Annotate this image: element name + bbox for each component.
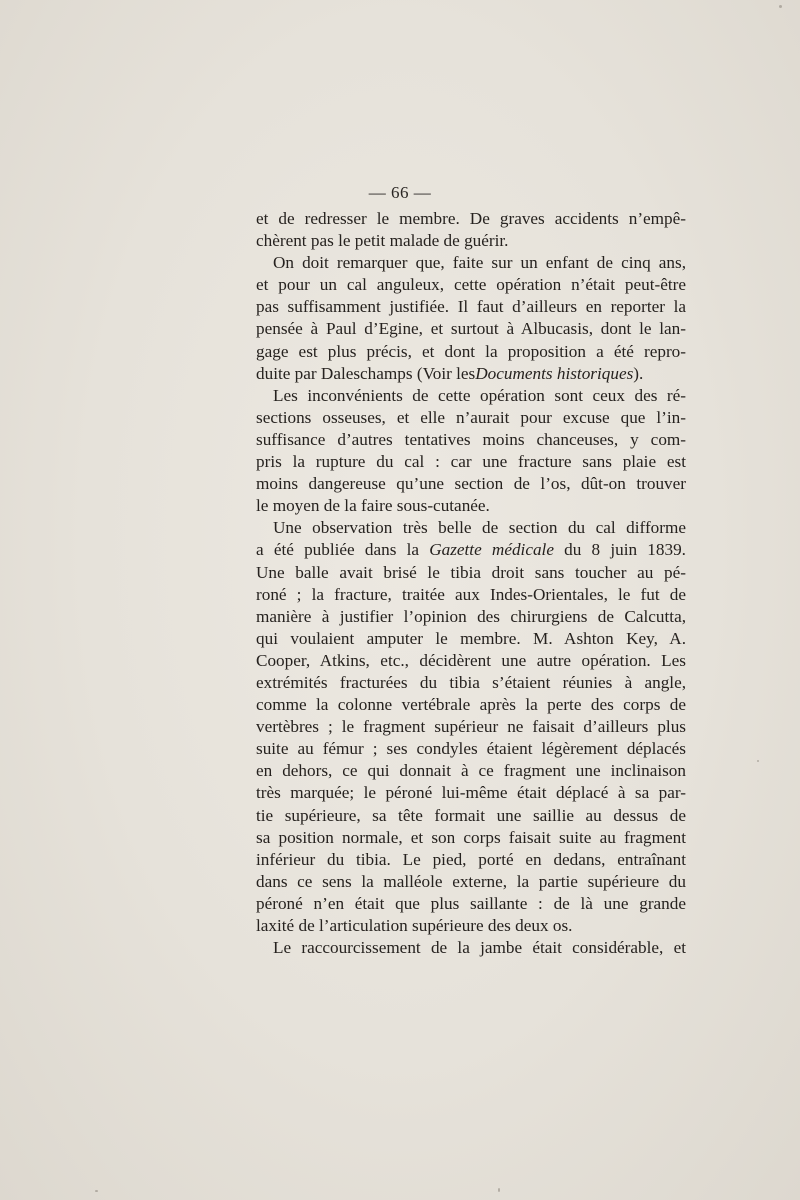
body-text [256,208,686,959]
text-line: sections osseuses, et elle n’aurait pour excuse que l’in- [256,407,686,427]
text-line: manière à justifier l’opinion des chirurgiens de Calcutta, [256,606,686,626]
paper-speck [498,1188,500,1192]
text-line: extrémités fracturées du tibia s’étaient réunies à angle, [256,672,686,692]
text-line: vertèbres ; le fragment supérieur ne faisait d’ailleurs plus [256,717,686,737]
text-line: pas suffisamment justifiée. Il faut d’ailleurs en reporter la [256,297,686,317]
page-number: — 66 — [368,183,432,202]
text-line: Le raccourcissement de la jambe était considérable, et [273,938,686,958]
text-line: pensée à Paul d’Egine, et surtout à Albucasis, dont le lan- [256,319,686,339]
text-segment: a été publiée dans la [256,540,430,560]
paper-speck [95,1190,98,1192]
text-line: très marquée; le péroné lui-même était déplacé à sa par- [256,783,686,803]
text-line: Les inconvénients de cette opération sont ceux des ré- [273,385,686,405]
text-line [256,539,686,561]
text-line: Une balle avait brisé le tibia droit sans toucher au pé- [256,562,686,582]
text-line: le moyen de la faire sous-cutanée. [256,496,490,516]
text-line: suffisance d’autres tentatives moins chanceuses, y com- [256,429,686,449]
text-line: Une observation très belle de section du cal difforme [273,518,686,538]
text-line: laxité de l’articulation supérieure des deux os. [256,916,573,935]
text-line: inférieur du tibia. Le pied, porté en dedans, entraînant [256,849,686,869]
text-line: pris la rupture du cal : car une fracture sans plaie est [256,452,686,472]
text-line: chèrent pas le petit malade de guérir. [256,231,509,251]
text-line: comme la colonne vertébrale après la perte des corps de [256,695,686,715]
text-line: suite au fémur ; ses condyles étaient légèrement déplacés [256,739,686,759]
text-line: qui voulaient amputer le membre. M. Ashton Key, A. [256,628,686,648]
italic-title: Gazette médicale [429,540,554,560]
text-line: gage est plus précis, et dont la proposition a été repro- [256,341,686,361]
text-line: péroné n’en était que plus saillante : de là une grande [256,893,686,913]
text-segment: ). [633,363,644,383]
text-line: en dehors, ce qui donnait à ce fragment une inclinaison [256,761,686,781]
text-segment: du 8 juin 1839. [553,540,686,560]
text-line: tie supérieure, sa tête formait une saillie au dessus de [256,805,686,825]
italic-title: Documents historiques [475,363,634,383]
text-line: dans ce sens la malléole externe, la partie supérieure du [256,871,686,891]
paper-speck [757,760,759,762]
text-line: et pour un cal anguleux, cette opération n’était peut-être [256,275,686,295]
paper-speck [779,5,782,8]
text-line: roné ; la fracture, traitée aux Indes-Orientales, le fut de [256,584,686,604]
text-line: et de redresser le membre. De graves accidents n’empê- [256,209,686,228]
text-line [256,363,686,385]
text-line: sa position normale, et son corps faisait suite au fragment [256,827,686,847]
text-line: moins dangereuse qu’une section de l’os, dût-on trouver [256,474,686,494]
text-segment: duite par Daleschamps (Voir les [256,363,476,383]
text-line: On doit remarquer que, faite sur un enfant de cinq ans, [273,253,686,273]
text-line: Cooper, Atkins, etc., décidèrent une autre opération. Les [256,650,686,670]
